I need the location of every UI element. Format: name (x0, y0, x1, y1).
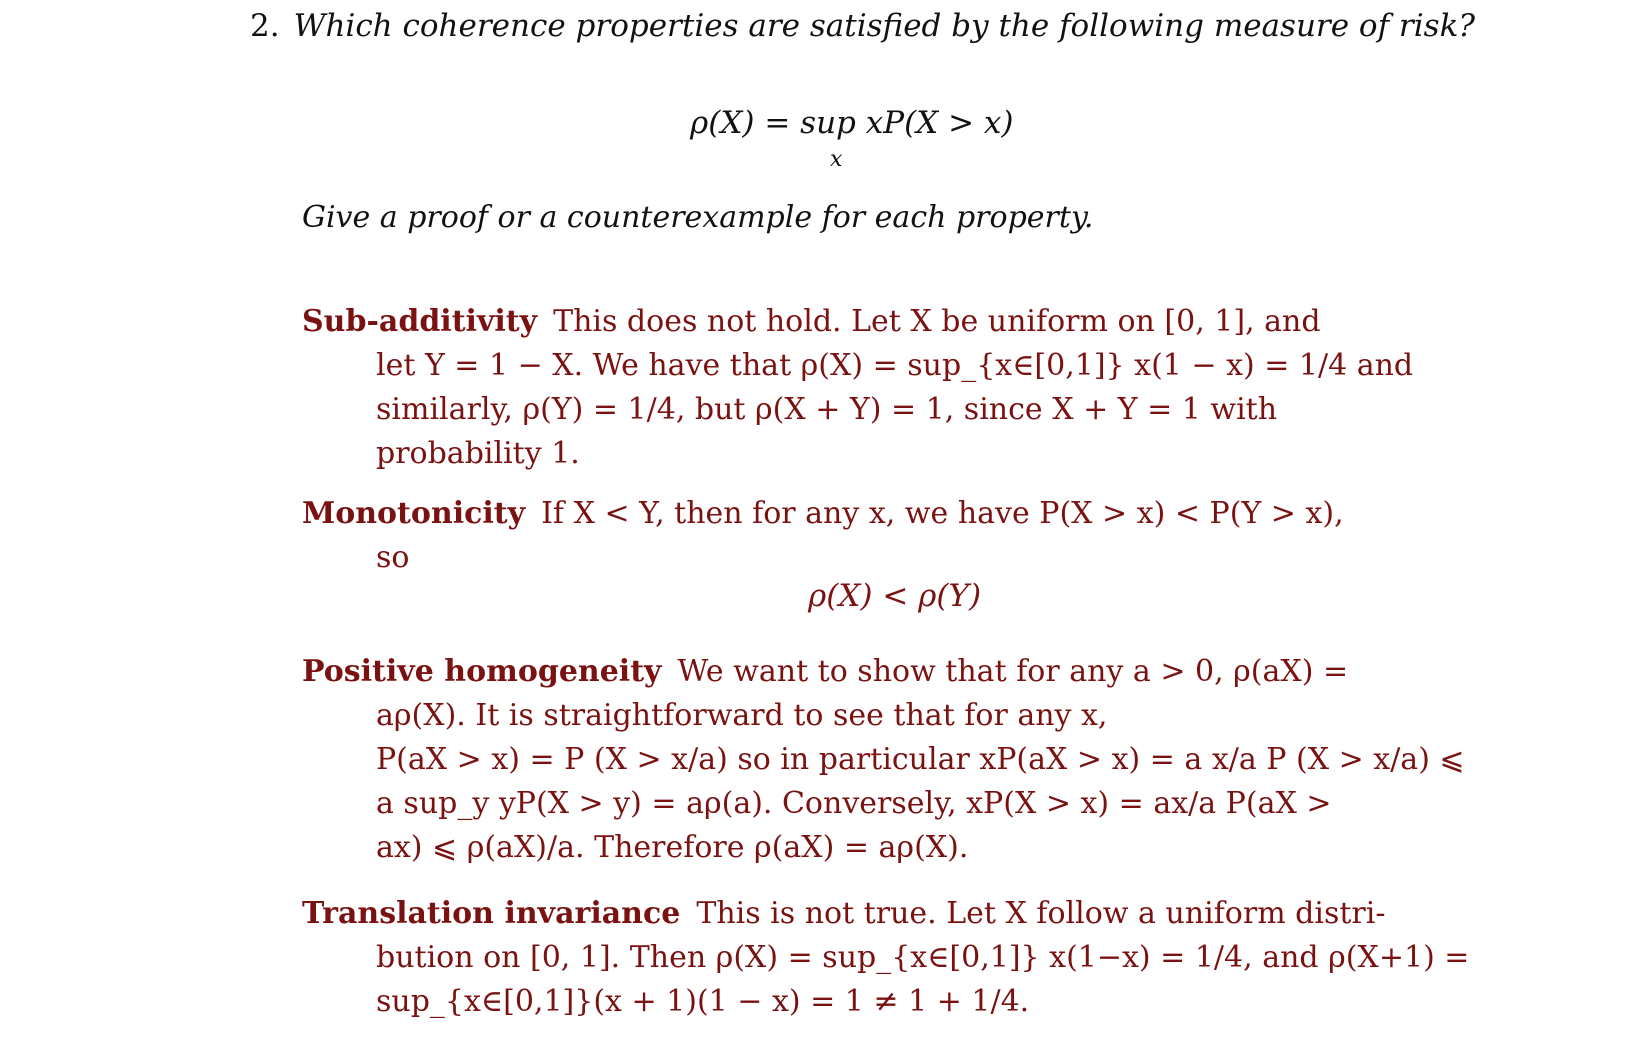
property-line: bution on [0, 1]. Then ρ(X) = sup_{x∈[0,1]} x(1−x) = 1/4, and ρ(X+1) = (376, 940, 1470, 975)
property-term: Positive homogeneity (302, 654, 662, 689)
property-term: Sub-additivity (302, 304, 538, 339)
sup-subscript: x (830, 147, 843, 172)
risk-measure-formula: ρ(X) = sup xP(X > x) (690, 105, 1014, 141)
property-monotonicity (302, 492, 1442, 580)
property-term: Translation invariance (302, 896, 681, 931)
instruction-text: Give a proof or a counterexample for each property. (302, 200, 1094, 235)
property-line: let Y = 1 − X. We have that ρ(X) = sup_{x∈[0,1]} x(1 − x) = 1/4 and (376, 348, 1414, 383)
question-heading (250, 8, 1550, 44)
property-line: a sup_y yP(X > y) = aρ(a). Conversely, xP(X > x) = ax/a P(aX > (376, 786, 1332, 821)
property-positive-homogeneity (302, 650, 1465, 870)
property-line: If X < Y, then for any x, we have P(X > x) < P(Y > x), (541, 496, 1344, 531)
property-line: sup_{x∈[0,1]}(x + 1)(1 − x) = 1 ≠ 1 + 1/4. (376, 984, 1030, 1019)
property-translation-invariance (302, 892, 1470, 1024)
monotonicity-display-formula: ρ(X) < ρ(Y) (808, 578, 982, 614)
property-line: so (376, 540, 410, 575)
property-line: similarly, ρ(Y) = 1/4, but ρ(X + Y) = 1, since X + Y = 1 with (376, 392, 1278, 427)
property-line: This does not hold. Let X be uniform on [0, 1], and (553, 304, 1321, 339)
property-line: This is not true. Let X follow a uniform distri- (696, 896, 1386, 931)
property-line: We want to show that for any a > 0, ρ(aX) = (677, 654, 1349, 689)
property-line: ax) ⩽ ρ(aX)/a. Therefore ρ(aX) = aρ(X). (376, 830, 969, 865)
property-term: Monotonicity (302, 496, 526, 531)
property-line: aρ(X). It is straightforward to see that for any x, (376, 698, 1108, 733)
question-text: Which coherence properties are satisfied by the following measure of risk? (293, 8, 1475, 44)
property-line: probability 1. (376, 436, 580, 471)
question-number: 2. (250, 8, 280, 44)
property-line: P(aX > x) = P (X > x/a) so in particular xP(aX > x) = a x/a P (X > x/a) ⩽ (376, 742, 1465, 777)
property-sub-additivity (302, 300, 1442, 476)
